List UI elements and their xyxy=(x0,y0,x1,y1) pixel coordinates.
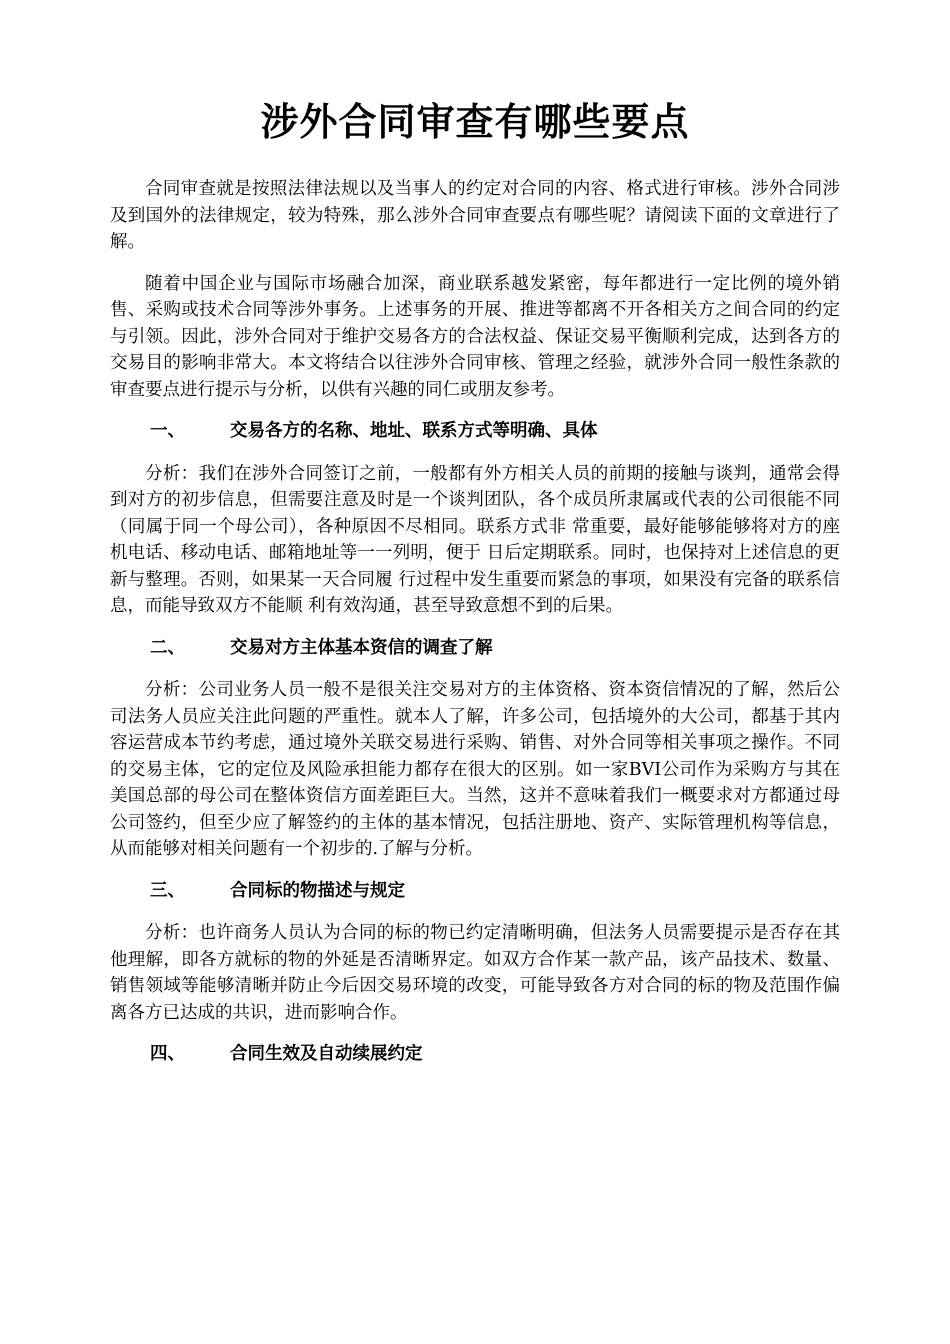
intro-paragraph-1: 合同审查就是按照法律法规以及当事人的约定对合同的内容、格式进行审核。涉外合同涉及到国外的法律规定，较为特殊，那么涉外合同审查要点有哪些呢？请阅读下面的文章进行了解。 xyxy=(110,179,840,252)
section-body-1: 分析：我们在涉外合同签订之前，一般都有外方相关人员的前期的接触与谈判，通常会得到对方的初步信息，但需要注意及时是一个谈判团队，各个成员所隶属或代表的公司很能不同（同属于同一个母公司），各种原因不尽相同。联系方式非 常重要，最好能够能够将对方的座机电话、移动电话、邮箱地址等一一列明，便于 日后定期联系。同时，也保持对上述信息的更新与整理。否则，如果某一天合同履 行过程中发生重要而紧急的事项，如果没有完备的联系信息，而能导致双方不能顺 利有效沟通，甚至导致意想不到的后果。 xyxy=(110,463,840,616)
section-heading-text: 合同生效及自动续展约定 xyxy=(230,1044,423,1064)
section-body-3: 分析：也许商务人员认为合同的标的物已约定清晰明确，但法务人员需要提示是否存在其他理解，即各方就标的物的外延是否清晰界定。如双方合作某一款产品，该产品技术、数量、销售领域等能够清晰并防止今后因交易环境的改变，可能导致各方对合同的标的物及范围作偏离各方已达成的共识，进而影响合作。 xyxy=(110,923,840,1023)
section-number: 四、 xyxy=(150,1044,185,1064)
section-number: 一、 xyxy=(150,421,185,441)
page-title: 涉外合同审查有哪些要点 xyxy=(260,99,690,144)
intro-paragraph-2: 随着中国企业与国际市场融合加深，商业联系越发紧密，每年都进行一定比例的境外销售、采购或技术合同等涉外事务。上述事务的开展、推进等都离不开各相关方之间合同的约定与引领。因此，涉外合同对于维护交易各方的合法权益、保证交易平衡顺利完成，达到各方的交易目的影响非常大。本文将结合以往涉外合同审核、管理之经验，就涉外合同一般性条款的审查要点进行提示与分析，以供有兴趣的同仁或朋友参考。 xyxy=(110,273,840,400)
document-page xyxy=(110,92,840,1084)
section-heading-text: 交易各方的名称、地址、联系方式等明确、具体 xyxy=(230,421,598,441)
section-number: 二、 xyxy=(150,637,185,658)
section-body-2: 分析：公司业务人员一般不是很关注交易对方的主体资格、资本资信情况的了解，然后公司法务人员应关注此问题的严重性。就本人了解，许多公司，包括境外的大公司，都基于其内容运营成本节约考虑，通过境外关联交易进行采购、销售、对外合同等相关事项之操作。不同的交易主体，它的定位及风险承担能力都存在很大的区别。如一家BVI公司作为采购方与其在美国总部的母公司在整体资信方面差距巨大。当然，这并不意味着我们一概要求对方都通过母公司签约，但至少应了解签约的主体的基本情况，包括注册地、资产、实际管理机构等信息，从而能够对相关问题有一个初步的.了解与分析。 xyxy=(110,680,840,859)
section-heading-1 xyxy=(110,418,840,445)
section-heading-2 xyxy=(110,635,840,662)
section-heading-4 xyxy=(110,1041,840,1068)
section-heading-text: 合同标的物描述与规定 xyxy=(230,880,405,901)
section-number: 三、 xyxy=(150,880,185,901)
section-heading-3 xyxy=(110,878,840,905)
section-heading-text: 交易对方主体基本资信的调查了解 xyxy=(230,637,493,658)
